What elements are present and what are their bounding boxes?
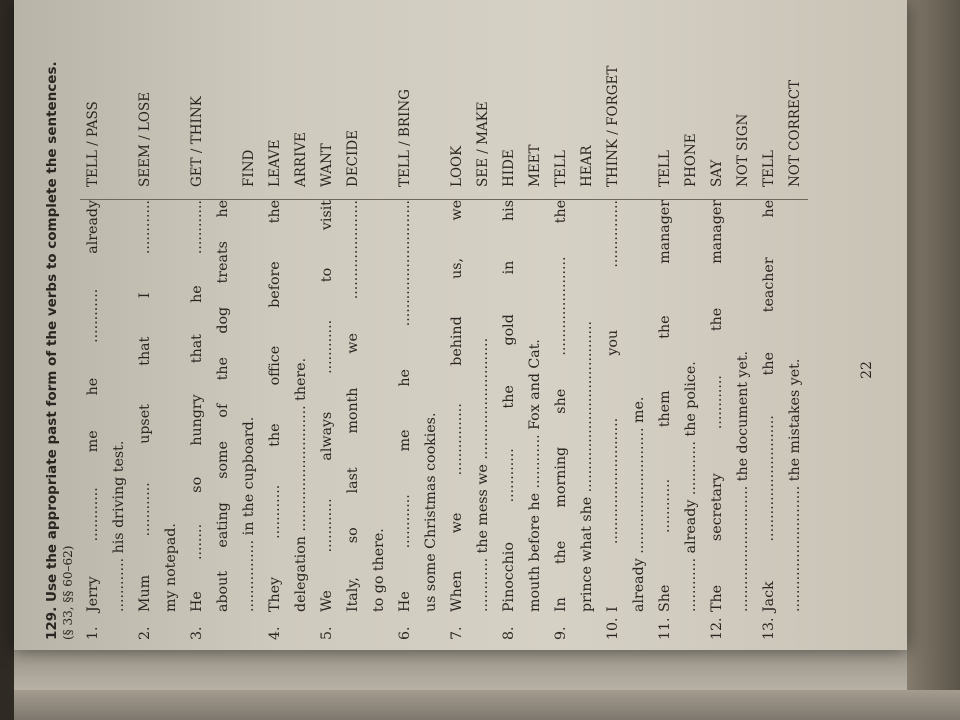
item-sentence xyxy=(444,200,496,612)
verb-hint: NOT SIGN xyxy=(735,113,751,187)
item-number: 12. xyxy=(709,617,725,640)
sentence-line: delegation ............................ there. xyxy=(293,357,309,612)
sentence-line: Italy, so last month we ...................... xyxy=(345,200,361,612)
verb-hints xyxy=(444,0,496,200)
page-number: 22 xyxy=(859,361,875,379)
book-page xyxy=(14,0,907,650)
verb-hint: FIND xyxy=(241,149,257,187)
exercise-item xyxy=(444,0,496,640)
sentence-line: He ........ so hungry that he ............ xyxy=(189,200,205,612)
verb-hint: TELL xyxy=(553,150,569,187)
rotated-content xyxy=(44,0,894,640)
verb-hint: GET / THINK xyxy=(189,96,205,187)
verb-hint: PHONE xyxy=(683,133,699,187)
exercise-item xyxy=(548,0,600,640)
verb-hint: TELL xyxy=(657,150,673,187)
sentence-line: Jack ............................ the teacher he xyxy=(761,200,777,612)
exercise-item xyxy=(80,0,132,640)
exercise-references: (§ 33, §§ 60–62) xyxy=(61,545,75,640)
verb-hints xyxy=(652,0,704,200)
sentence-line: When we ................ behind us, we xyxy=(449,200,465,612)
item-sentence xyxy=(262,200,314,612)
verb-hint: LEAVE xyxy=(267,139,283,187)
verb-hint xyxy=(626,0,652,187)
verb-hints xyxy=(704,0,756,200)
verb-hint: ARRIVE xyxy=(293,131,309,187)
background-bottom xyxy=(0,690,960,720)
verb-hints xyxy=(496,0,548,200)
verb-hints xyxy=(548,0,600,200)
item-sentence xyxy=(392,200,444,612)
verb-hint: TELL / BRING xyxy=(397,89,413,187)
exercise-item xyxy=(262,0,314,640)
verb-hint: SEE / MAKE xyxy=(475,101,491,187)
sentence-line: The secretary ............ the manager xyxy=(709,200,725,612)
verb-hint: WANT xyxy=(319,143,335,187)
exercise-item xyxy=(756,0,808,640)
exercise-item xyxy=(132,0,184,640)
sentence-line: We ............ always ............ to visit xyxy=(319,200,335,612)
verb-hint: THINK / FORGET xyxy=(605,65,621,187)
sentence-line: about eating some of the dog treats he xyxy=(215,200,231,612)
verb-hint xyxy=(158,0,184,187)
item-number: 2. xyxy=(137,626,153,640)
verb-hint: HIDE xyxy=(501,149,517,187)
item-number: 5. xyxy=(319,626,335,640)
sentence-line: ............ already ............ the police. xyxy=(683,361,699,612)
sentence-line: ............ his driving test. xyxy=(111,440,127,612)
sentence-line: He ............ me he ............................ xyxy=(397,200,413,612)
verb-hint xyxy=(106,0,132,187)
verb-hint xyxy=(366,0,392,187)
sentence-line: already ............................ me. xyxy=(631,396,647,612)
item-number: 7. xyxy=(449,626,465,640)
exercise-item xyxy=(600,0,652,640)
sentence-line: to go there. xyxy=(371,528,387,612)
item-sentence xyxy=(496,200,548,612)
exercise-item xyxy=(496,0,548,640)
item-sentence xyxy=(704,200,756,612)
item-number: 4. xyxy=(267,626,283,640)
item-sentence xyxy=(548,200,600,612)
exercise-list xyxy=(80,0,808,640)
sentence-line: They ............ the office before the xyxy=(267,200,283,612)
verb-hints xyxy=(132,0,184,200)
exercise-item xyxy=(184,0,262,640)
sentence-line: ............................ the document yet. xyxy=(735,350,751,612)
item-sentence xyxy=(132,200,184,612)
item-sentence xyxy=(184,200,262,612)
item-number: 3. xyxy=(189,626,205,640)
verb-hints xyxy=(80,0,132,200)
verb-hint: TELL / PASS xyxy=(85,101,101,187)
verb-hint: SAY xyxy=(709,159,725,187)
item-number: 1. xyxy=(85,626,101,640)
item-number: 11. xyxy=(657,617,673,640)
sentence-line: ............................ the mistakes yet. xyxy=(787,358,803,612)
verb-hint: NOT CORRECT xyxy=(787,79,803,187)
sentence-line: ............ the mess we ........................... xyxy=(475,337,491,612)
sentence-line: ................ in the cupboard. xyxy=(241,416,257,612)
exercise-item xyxy=(392,0,444,640)
sentence-line: Mum ............ upset that I ............ xyxy=(137,200,153,612)
verb-hint: TELL xyxy=(761,150,777,187)
verb-hints xyxy=(262,0,314,200)
exercise-heading: 129. Use the appropriate past form of the verbs to complete the sentences. xyxy=(44,61,60,640)
sentence-line: us some Christmas cookies. xyxy=(423,412,439,612)
verb-hints xyxy=(184,0,262,200)
sentence-line: my notepad. xyxy=(163,523,179,612)
item-number: 13. xyxy=(761,617,777,640)
sentence-line: Jerry ............ me he ............ already xyxy=(85,200,101,612)
item-sentence xyxy=(756,200,808,612)
verb-hint xyxy=(210,0,236,187)
verb-hints xyxy=(392,0,444,200)
verb-hint: SEEM / LOSE xyxy=(137,91,153,187)
sentence-line: prince what she ...................................... xyxy=(579,320,595,612)
page-edge xyxy=(14,650,907,690)
item-sentence xyxy=(600,200,652,612)
verb-hints xyxy=(756,0,808,200)
verb-hints xyxy=(314,0,392,200)
verb-hint xyxy=(418,0,444,187)
exercise-item xyxy=(704,0,756,640)
item-sentence xyxy=(314,200,392,612)
verb-hint: HEAR xyxy=(579,145,595,187)
exercise-item xyxy=(652,0,704,640)
verb-hint: MEET xyxy=(527,144,543,187)
item-number: 6. xyxy=(397,626,413,640)
background-right xyxy=(900,0,960,720)
item-sentence xyxy=(652,200,704,612)
sentence-line: She ............ them the manager xyxy=(657,200,673,612)
item-number: 10. xyxy=(605,617,621,640)
item-number: 8. xyxy=(501,626,517,640)
item-number: 9. xyxy=(553,626,569,640)
exercise-item xyxy=(314,0,392,640)
sentence-line: I ............................ you ............... xyxy=(605,200,621,612)
sentence-line: In the morning she ...................... the xyxy=(553,200,569,612)
verb-hint: DECIDE xyxy=(345,129,361,187)
sentence-line: mouth before he ............ Fox and Cat. xyxy=(527,339,543,612)
verb-hint: LOOK xyxy=(449,145,465,187)
sentence-line: Pinocchio ............ the gold in his xyxy=(501,200,517,612)
background-left xyxy=(0,0,14,720)
verb-hints xyxy=(600,0,652,200)
item-sentence xyxy=(80,200,132,612)
